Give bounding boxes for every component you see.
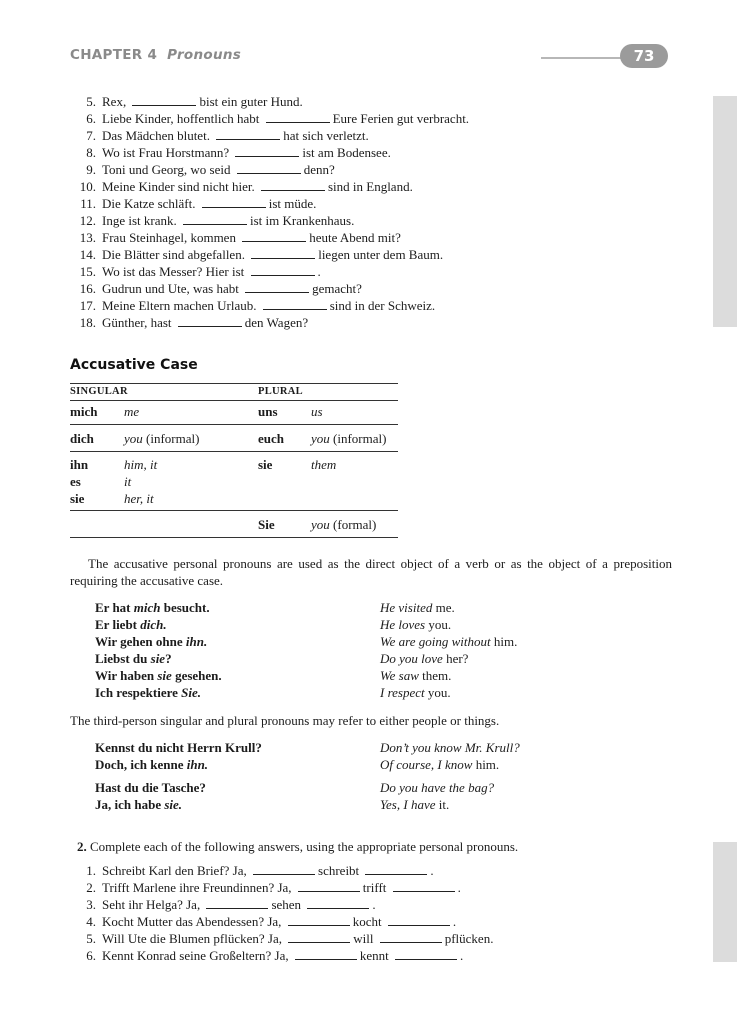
- english-translation: [380, 650, 468, 667]
- german-sentence: [95, 633, 207, 650]
- german-text: Hast du die Tasche?: [95, 780, 206, 795]
- item-prompt: Das Mädchen blutet.: [102, 128, 214, 143]
- exercise-1-list: [70, 93, 469, 331]
- example-pair: [95, 739, 565, 756]
- exercise-item: [70, 127, 469, 144]
- german-sentence: [95, 739, 262, 756]
- example-pair: [95, 779, 565, 796]
- side-thumb-tab-top: [713, 96, 737, 327]
- answer-blank[interactable]: [393, 890, 455, 892]
- answer-blank[interactable]: [266, 121, 330, 123]
- item-number: 8.: [86, 145, 96, 160]
- answer-blank[interactable]: [178, 325, 242, 327]
- item-continuation: hat sich verletzt.: [283, 128, 369, 143]
- answer-blank[interactable]: [388, 924, 450, 926]
- answer-blank[interactable]: [245, 291, 309, 293]
- english-text-italic: Do you love: [380, 651, 443, 666]
- item-number: 10.: [79, 179, 96, 194]
- table-rule: [70, 383, 398, 384]
- exercise-item: [70, 913, 493, 930]
- item-verb: trifft: [362, 880, 390, 895]
- english-translation: [380, 667, 451, 684]
- pronoun-ihn: ihn: [70, 457, 89, 472]
- answer-blank[interactable]: [295, 958, 357, 960]
- item-verb: will: [353, 931, 377, 946]
- english-text-italic: Of course, I know: [380, 757, 473, 772]
- pronoun-euch: euch: [258, 431, 284, 446]
- section-heading: Accusative Case: [70, 357, 198, 373]
- item-period: .: [372, 897, 376, 912]
- english-translation: [380, 616, 451, 633]
- pronoun-es: es: [70, 474, 81, 489]
- example-pair: [95, 616, 565, 633]
- item-prompt: Wo ist Frau Horstmann?: [102, 145, 233, 160]
- answer-blank[interactable]: [206, 907, 268, 909]
- item-number: 12.: [79, 213, 96, 228]
- item-prompt: Schreibt Karl den Brief? Ja,: [102, 863, 251, 878]
- item-number: 7.: [86, 128, 96, 143]
- item-continuation: sind in England.: [327, 179, 413, 194]
- german-sentence: [95, 667, 222, 684]
- item-number: 14.: [79, 247, 96, 262]
- pronoun-dich: dich: [70, 431, 94, 446]
- example-pair: [95, 599, 565, 616]
- german-sentence: [95, 779, 206, 796]
- german-text: Er liebt: [95, 617, 141, 632]
- german-sentence: [95, 684, 201, 701]
- german-pronoun: sie: [157, 668, 172, 683]
- item-prompt: Meine Kinder sind nicht hier.: [102, 179, 258, 194]
- running-header: [70, 47, 241, 63]
- item-continuation: liegen unter dem Baum.: [318, 247, 444, 262]
- item-prompt: Kocht Mutter das Abendessen? Ja,: [102, 914, 285, 929]
- english-text-italic: I respect: [380, 685, 425, 700]
- item-prompt: Die Blätter sind abgefallen.: [102, 247, 249, 262]
- item-continuation: pflücken.: [444, 931, 494, 946]
- german-pronoun: mich: [133, 600, 161, 615]
- german-text: Wir gehen ohne: [95, 634, 186, 649]
- item-number: 11.: [80, 196, 96, 211]
- item-period: .: [460, 948, 464, 963]
- answer-blank[interactable]: [202, 206, 266, 208]
- example-pair: [95, 633, 565, 650]
- gloss-us: us: [311, 404, 323, 419]
- gloss-him-it: him, it: [124, 457, 158, 472]
- item-prompt: Inge ist krank.: [102, 213, 180, 228]
- exercise-item: [70, 246, 469, 263]
- example-pair: [95, 684, 565, 701]
- english-text: them.: [418, 668, 452, 683]
- item-prompt: Toni und Georg, wo seid: [102, 162, 234, 177]
- item-number: 5.: [86, 94, 96, 109]
- item-continuation: heute Abend mit?: [309, 230, 401, 245]
- item-prompt: Gudrun und Ute, was habt: [102, 281, 243, 296]
- item-number: 1.: [86, 863, 96, 878]
- answer-blank[interactable]: [251, 274, 315, 276]
- table-rule: [70, 510, 398, 511]
- exercise-item: [70, 110, 469, 127]
- exercise-number: 2.: [77, 839, 87, 854]
- item-number: 16.: [79, 281, 96, 296]
- item-verb: sehen: [271, 897, 305, 912]
- answer-blank[interactable]: [183, 223, 247, 225]
- item-continuation: gemacht?: [312, 281, 362, 296]
- english-translation: [380, 739, 520, 756]
- german-text: Ich respektiere: [95, 685, 182, 700]
- singular-header: SINGULAR: [70, 386, 128, 397]
- item-continuation: ist im Krankenhaus.: [249, 213, 355, 228]
- english-text: you.: [424, 685, 451, 700]
- english-text-italic: Don’t you know Mr. Krull?: [380, 740, 520, 755]
- english-text: her?: [442, 651, 469, 666]
- chapter-label: CHAPTER 4: [70, 47, 158, 63]
- pronoun-mich: mich: [70, 404, 98, 419]
- exercise-item: [70, 896, 493, 913]
- table-rule: [70, 400, 398, 401]
- item-continuation: sind in der Schweiz.: [329, 298, 436, 313]
- english-text-italic: He visited: [380, 600, 433, 615]
- examples-block-1: [95, 599, 565, 701]
- item-number: 9.: [86, 162, 96, 177]
- german-pronoun: ihn.: [185, 634, 208, 649]
- english-text-italic: He loves: [380, 617, 426, 632]
- german-sentence: [95, 756, 208, 773]
- english-text: him.: [472, 757, 500, 772]
- item-prompt: Die Katze schläft.: [102, 196, 199, 211]
- table-rule: [70, 424, 398, 425]
- exercise-2-instruction: [77, 838, 518, 855]
- german-text: besucht.: [160, 600, 210, 615]
- answer-blank[interactable]: [365, 873, 427, 875]
- english-text: him.: [490, 634, 518, 649]
- examples-block-2: [95, 739, 565, 813]
- item-continuation: ist müde.: [268, 196, 317, 211]
- item-number: 13.: [79, 230, 96, 245]
- answer-blank[interactable]: [216, 138, 280, 140]
- german-pronoun: dich.: [140, 617, 167, 632]
- gloss-her-it: her, it: [124, 491, 154, 506]
- gloss-you-informal: you (informal): [124, 431, 200, 446]
- example-pair: [95, 796, 565, 813]
- answer-blank[interactable]: [261, 189, 325, 191]
- english-text-italic: We are going without: [380, 634, 491, 649]
- exercise-item: [70, 930, 493, 947]
- answer-blank[interactable]: [253, 873, 315, 875]
- item-verb: kocht: [352, 914, 385, 929]
- answer-blank[interactable]: [263, 308, 327, 310]
- item-prompt: Meine Eltern machen Urlaub.: [102, 298, 260, 313]
- exercise-item: [70, 229, 469, 246]
- german-text: ?: [165, 651, 172, 666]
- exercise-2-list: [70, 862, 493, 964]
- answer-blank[interactable]: [307, 907, 369, 909]
- item-number: 4.: [86, 914, 96, 929]
- gloss-me: me: [124, 404, 140, 419]
- english-translation: [380, 684, 451, 701]
- answer-blank[interactable]: [288, 924, 350, 926]
- german-pronoun: ihn.: [186, 757, 209, 772]
- english-text: me.: [432, 600, 455, 615]
- instruction-text: Complete each of the following answers, using the appropriate personal pronouns.: [90, 839, 519, 854]
- exercise-item: [70, 195, 469, 212]
- exercise-item: [70, 297, 469, 314]
- header-rule: [541, 57, 631, 59]
- item-prompt: Günther, hast: [102, 315, 175, 330]
- item-continuation: Eure Ferien gut verbracht.: [332, 111, 470, 126]
- english-text-italic: Do you have the bag?: [380, 780, 495, 795]
- item-continuation: bist ein guter Hund.: [199, 94, 303, 109]
- exercise-item: [70, 280, 469, 297]
- item-period: .: [430, 863, 434, 878]
- item-period: .: [452, 914, 457, 929]
- item-number: 17.: [79, 298, 96, 313]
- example-pair: [95, 667, 565, 684]
- german-text: Ja, ich habe: [95, 797, 165, 812]
- item-number: 3.: [86, 897, 96, 912]
- answer-blank[interactable]: [380, 941, 442, 943]
- item-number: 18.: [79, 315, 96, 330]
- german-text: Er hat: [95, 600, 134, 615]
- german-sentence: [95, 650, 172, 667]
- item-prompt: Wo ist das Messer? Hier ist: [102, 264, 248, 279]
- pronoun-Sie-formal: Sie: [258, 517, 275, 532]
- gloss-it: it: [124, 474, 132, 489]
- side-thumb-tab-bottom: [713, 842, 737, 962]
- exercise-item: [70, 263, 469, 280]
- german-sentence: [95, 599, 210, 616]
- gloss-them: them: [311, 457, 337, 472]
- exercise-item: [70, 93, 469, 110]
- item-prompt: Liebe Kinder, hoffentlich habt: [102, 111, 263, 126]
- item-continuation: .: [317, 264, 321, 279]
- item-number: 6.: [86, 111, 96, 126]
- answer-blank[interactable]: [298, 890, 360, 892]
- exercise-item: [70, 161, 469, 178]
- pronoun-sie-singular: sie: [70, 491, 85, 506]
- third-person-note: The third-person singular and plural pronouns may refer to either people or things.: [70, 713, 500, 728]
- example-pair: [95, 756, 565, 773]
- exercise-item: [70, 862, 493, 879]
- answer-blank[interactable]: [237, 172, 301, 174]
- item-continuation: denn?: [303, 162, 335, 177]
- answer-blank[interactable]: [242, 240, 306, 242]
- pronoun-uns: uns: [258, 404, 278, 419]
- german-pronoun: sie: [150, 651, 166, 666]
- exercise-item: [70, 212, 469, 229]
- german-sentence: [95, 616, 167, 633]
- item-period: .: [457, 880, 461, 895]
- item-continuation: ist am Bodensee.: [302, 145, 391, 160]
- item-number: 2.: [86, 880, 96, 895]
- item-prompt: Seht ihr Helga? Ja,: [102, 897, 204, 912]
- answer-blank[interactable]: [132, 104, 196, 106]
- answer-blank[interactable]: [288, 941, 350, 943]
- english-text: it.: [435, 797, 450, 812]
- exercise-item: [70, 178, 469, 195]
- page-number: 73: [620, 44, 668, 68]
- answer-blank[interactable]: [251, 257, 315, 259]
- exercise-item: [70, 314, 469, 331]
- english-translation: [380, 599, 455, 616]
- german-text: Doch, ich kenne: [95, 757, 187, 772]
- german-text: Kennst du nicht Herrn Krull?: [95, 740, 262, 755]
- exercise-item: [70, 879, 493, 896]
- item-prompt: Kennt Konrad seine Großeltern? Ja,: [102, 948, 292, 963]
- pronoun-sie-plural: sie: [258, 457, 273, 472]
- item-verb: kennt: [359, 948, 393, 963]
- english-text: you.: [425, 617, 452, 632]
- table-rule: [70, 451, 398, 452]
- german-text: Wir haben: [95, 668, 158, 683]
- german-sentence: [95, 796, 182, 813]
- answer-blank[interactable]: [235, 155, 299, 157]
- german-text: gesehen.: [171, 668, 222, 683]
- item-number: 5.: [86, 931, 96, 946]
- english-translation: [380, 633, 517, 650]
- gloss-you-informal-plural: you (informal): [311, 431, 387, 446]
- item-prompt: Will Ute die Blumen pflücken? Ja,: [102, 931, 286, 946]
- item-number: 15.: [79, 264, 96, 279]
- item-verb: schreibt: [318, 863, 363, 878]
- english-text-italic: We saw: [380, 668, 419, 683]
- item-prompt: Frau Steinhagel, kommen: [102, 230, 240, 245]
- table-rule: [70, 537, 398, 538]
- english-translation: [380, 756, 499, 773]
- german-pronoun: Sie.: [181, 685, 202, 700]
- english-text-italic: Yes, I have: [380, 797, 436, 812]
- plural-header: PLURAL: [258, 386, 303, 397]
- example-pair: [95, 650, 565, 667]
- item-continuation: den Wagen?: [244, 315, 309, 330]
- item-number: 6.: [86, 948, 96, 963]
- english-translation: [380, 796, 449, 813]
- exercise-item: [70, 144, 469, 161]
- item-prompt: Rex,: [102, 94, 130, 109]
- intro-paragraph: The accusative personal pronouns are used as the direct object of a verb or as the object of a preposition requiring the accusative case.: [70, 556, 672, 588]
- chapter-title: Pronouns: [167, 47, 242, 63]
- english-translation: [380, 779, 494, 796]
- german-text: Liebst du: [95, 651, 151, 666]
- gloss-you-formal: you (formal): [311, 517, 377, 532]
- answer-blank[interactable]: [395, 958, 457, 960]
- item-prompt: Trifft Marlene ihre Freundinnen? Ja,: [102, 880, 295, 895]
- exercise-item: [70, 947, 493, 964]
- german-pronoun: sie.: [164, 797, 183, 812]
